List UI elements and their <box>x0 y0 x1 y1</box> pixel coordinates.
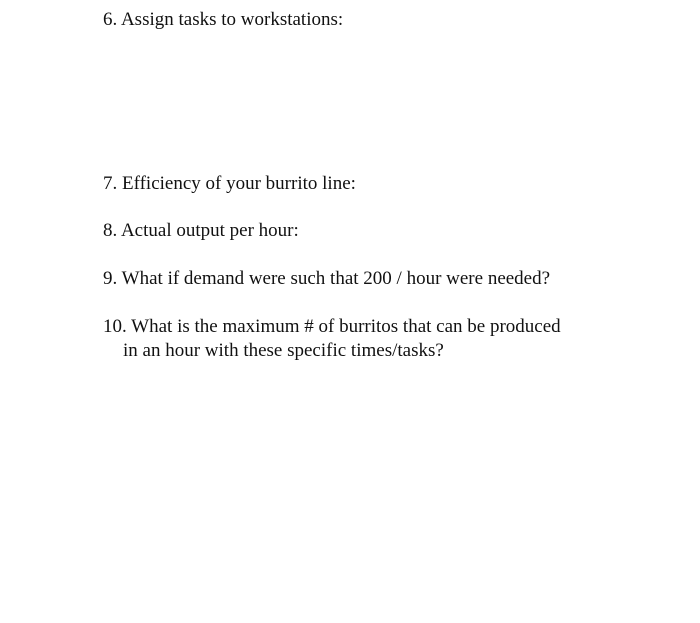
question-7 <box>103 172 356 196</box>
question-line-1 <box>103 315 561 339</box>
question-number: 10. <box>103 316 127 337</box>
question-number: 6. <box>103 9 118 30</box>
question-9 <box>103 267 550 291</box>
question-6 <box>103 8 343 32</box>
question-text: Efficiency of your burrito line: <box>122 173 356 194</box>
question-text: What is the maximum # of burritos that can be produced <box>131 316 561 337</box>
question-8 <box>103 219 299 243</box>
question-number: 7. <box>103 173 118 194</box>
question-10 <box>103 315 561 363</box>
question-number: 8. <box>103 220 118 241</box>
question-text: Assign tasks to workstations: <box>120 9 344 30</box>
question-text: What if demand were such that 200 / hour were needed? <box>121 268 551 289</box>
question-line-2: in an hour with these specific times/tasks? <box>123 340 444 361</box>
question-text: Actual output per hour: <box>120 220 299 241</box>
question-number: 9. <box>103 268 118 289</box>
